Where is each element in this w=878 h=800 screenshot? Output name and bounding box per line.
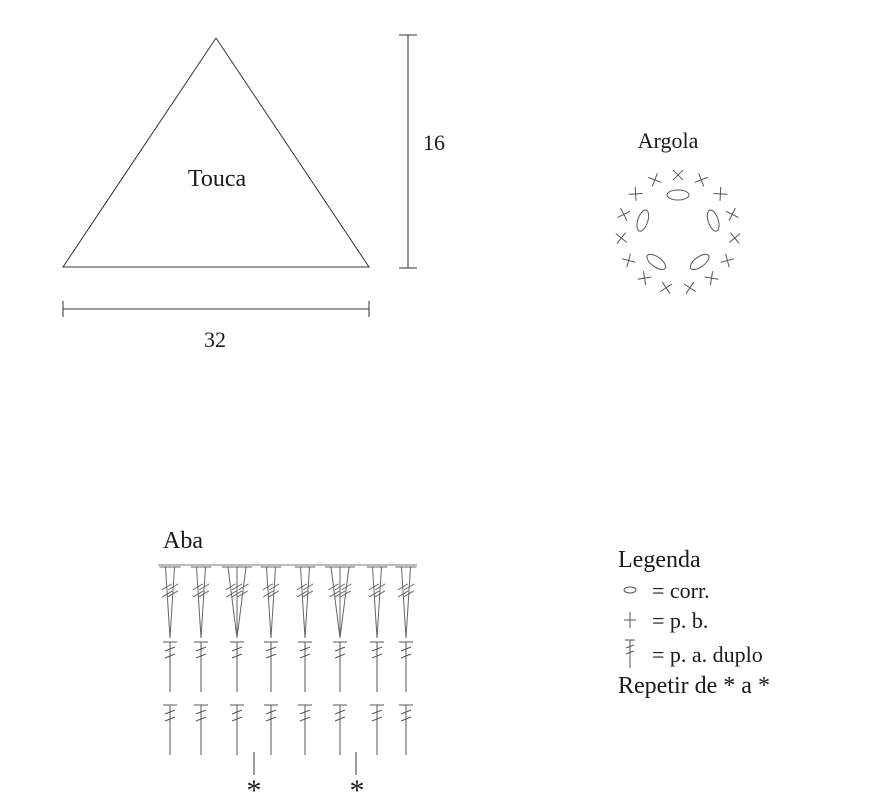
touca-label: Touca [187, 166, 247, 192]
treble-stitch [237, 567, 252, 638]
height-dimension-label: 16 [423, 130, 445, 155]
chain-stitch [705, 209, 721, 233]
single-crochet-stitch [628, 187, 643, 202]
single-crochet-stitch [620, 252, 637, 269]
treble-stitch [298, 705, 312, 755]
treble-stitch [333, 705, 347, 755]
repeat-end-marker: * [349, 774, 365, 800]
chain-stitch-icon [624, 587, 636, 593]
legend [618, 547, 770, 699]
touca-triangle [63, 38, 369, 267]
chain-stitch [667, 190, 689, 200]
chain-stitch [688, 251, 712, 272]
treble-stitch [194, 705, 208, 755]
single-crochet-stitch [725, 228, 745, 248]
legend-item-chain [624, 578, 710, 603]
aba-stitch-grid [158, 565, 417, 755]
legend-item-treble [625, 640, 763, 668]
single-crochet-stitch [723, 205, 742, 224]
single-crochet-stitch [703, 270, 719, 286]
argola-title: Argola [637, 128, 699, 153]
treble-stitch [399, 642, 413, 692]
single-crochet-stitch [668, 165, 688, 185]
argola-panel [611, 128, 744, 297]
single-crochet-stitch [719, 252, 736, 269]
single-crochet-stitch [680, 278, 699, 297]
treble-stitch [325, 567, 340, 638]
height-dimension [399, 35, 417, 268]
argola-ring [611, 165, 744, 297]
repeat-markers [247, 752, 365, 800]
single-crochet-stitch [614, 205, 633, 224]
chain-stitch [644, 251, 668, 272]
legend-item-label: = p. a. duplo [652, 642, 763, 667]
treble-crochet-icon [625, 640, 635, 668]
aba-title: Aba [163, 528, 203, 554]
single-crochet-stitch [636, 270, 652, 286]
single-crochet-icon [624, 612, 636, 628]
legend-item-label: = p. b. [652, 608, 709, 633]
treble-stitch [370, 705, 384, 755]
aba-panel [158, 528, 417, 800]
single-crochet-stitch [656, 278, 675, 297]
treble-stitch [333, 642, 347, 692]
legend-title: Legenda [618, 547, 701, 573]
treble-stitch [370, 642, 384, 692]
single-crochet-stitch [611, 228, 631, 248]
width-dimension [63, 301, 369, 317]
repeat-start-marker: * [246, 774, 262, 800]
treble-stitch [264, 705, 278, 755]
touca-panel [63, 35, 445, 352]
treble-stitch [222, 567, 237, 638]
single-crochet-stitch [713, 187, 728, 202]
treble-stitch [298, 642, 312, 692]
single-crochet-stitch [646, 171, 664, 189]
treble-stitch [163, 642, 177, 692]
treble-stitch [194, 642, 208, 692]
treble-stitch [163, 705, 177, 755]
legend-item-label: = corr. [652, 578, 710, 603]
legend-repeat-note: Repetir de * a * [618, 673, 770, 699]
treble-stitch [230, 705, 244, 755]
treble-stitch [264, 642, 278, 692]
treble-stitch [230, 642, 244, 692]
legend-item-single-crochet [624, 608, 708, 633]
chain-stitch [635, 209, 651, 233]
width-dimension-label: 32 [204, 327, 226, 352]
single-crochet-stitch [692, 171, 710, 189]
treble-stitch [399, 705, 413, 755]
treble-stitch [340, 567, 355, 638]
